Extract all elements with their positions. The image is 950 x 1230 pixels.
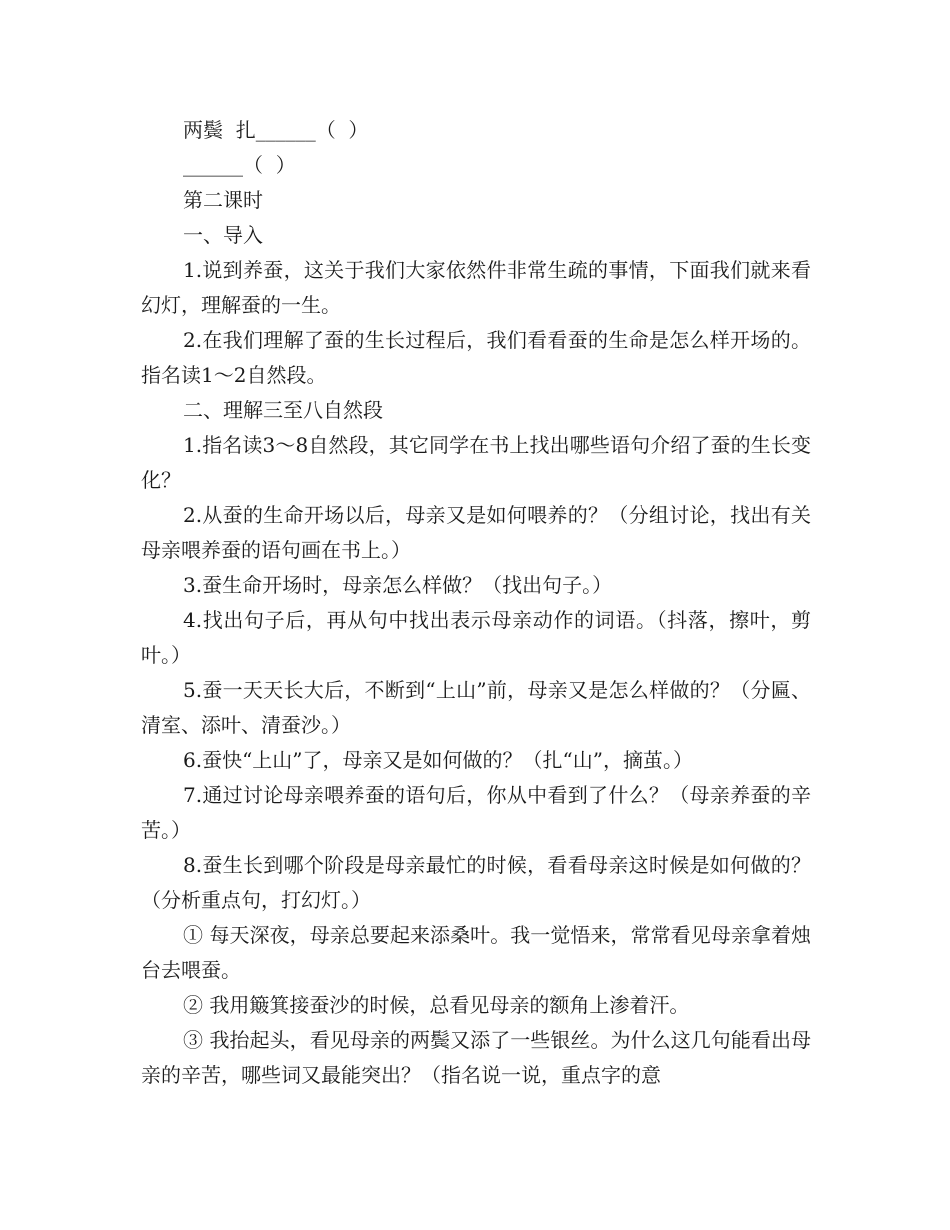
exercise-line-1: 两鬓 扎______（ ）	[183, 118, 369, 142]
key-sentence: ① 每天深夜，母亲总要起来添桑叶。我一觉悟来，常常看见母亲拿着烛台去喂蚕。	[141, 923, 811, 982]
paragraph: 5.蚕一天天长大后，不断到“上山”前，母亲又是怎么样做的？（分匾、清室、添叶、清蚕沙。）	[141, 678, 811, 737]
paragraph: 1.说到养蚕，这关于我们大家依然件非常生疏的事情，下面我们就来看幻灯，理解蚕的一生。	[141, 258, 811, 317]
document-body	[141, 113, 811, 1093]
subsection-heading: 二、理解三至八自然段	[183, 398, 383, 422]
paragraph: 3.蚕生命开场时，母亲怎么样做？（找出句子。）	[183, 573, 613, 597]
paragraph: 2.在我们理解了蚕的生长过程后，我们看看蚕的生命是怎么样开场的。指名读1～2自然段。	[141, 328, 811, 387]
key-sentence: ② 我用簸箕接蚕沙的时候，总看见母亲的额角上渗着汗。	[183, 993, 690, 1017]
paragraph: 7.通过讨论母亲喂养蚕的语句后，你从中看到了什么？（母亲养蚕的辛苦。）	[141, 783, 811, 842]
exercise-line-2: ______（ ）	[183, 153, 296, 177]
paragraph: 6.蚕快“上山”了，母亲又是如何做的？（扎“山”，摘茧。）	[183, 748, 693, 772]
paragraph: 4.找出句子后，再从句中找出表示母亲动作的词语。（抖落，擦叶，剪叶。）	[141, 608, 811, 667]
subsection-heading: 一、导入	[183, 223, 263, 247]
section-heading: 第二课时	[183, 188, 263, 212]
key-sentence: ③ 我抬起头，看见母亲的两鬓又添了一些银丝。为什么这几句能看出母亲的辛苦，哪些词又最能突出？（指名说一说，重点字的意	[141, 1028, 811, 1087]
paragraph: 1.指名读3～8自然段，其它同学在书上找出哪些语句介绍了蚕的生长变化？	[141, 433, 811, 492]
paragraph: 8.蚕生长到哪个阶段是母亲最忙的时候，看看母亲这时候是如何做的？（分析重点句，打幻灯。）	[141, 853, 811, 912]
paragraph: 2.从蚕的生命开场以后，母亲又是如何喂养的？（分组讨论，找出有关母亲喂养蚕的语句画在书上。）	[141, 503, 811, 562]
